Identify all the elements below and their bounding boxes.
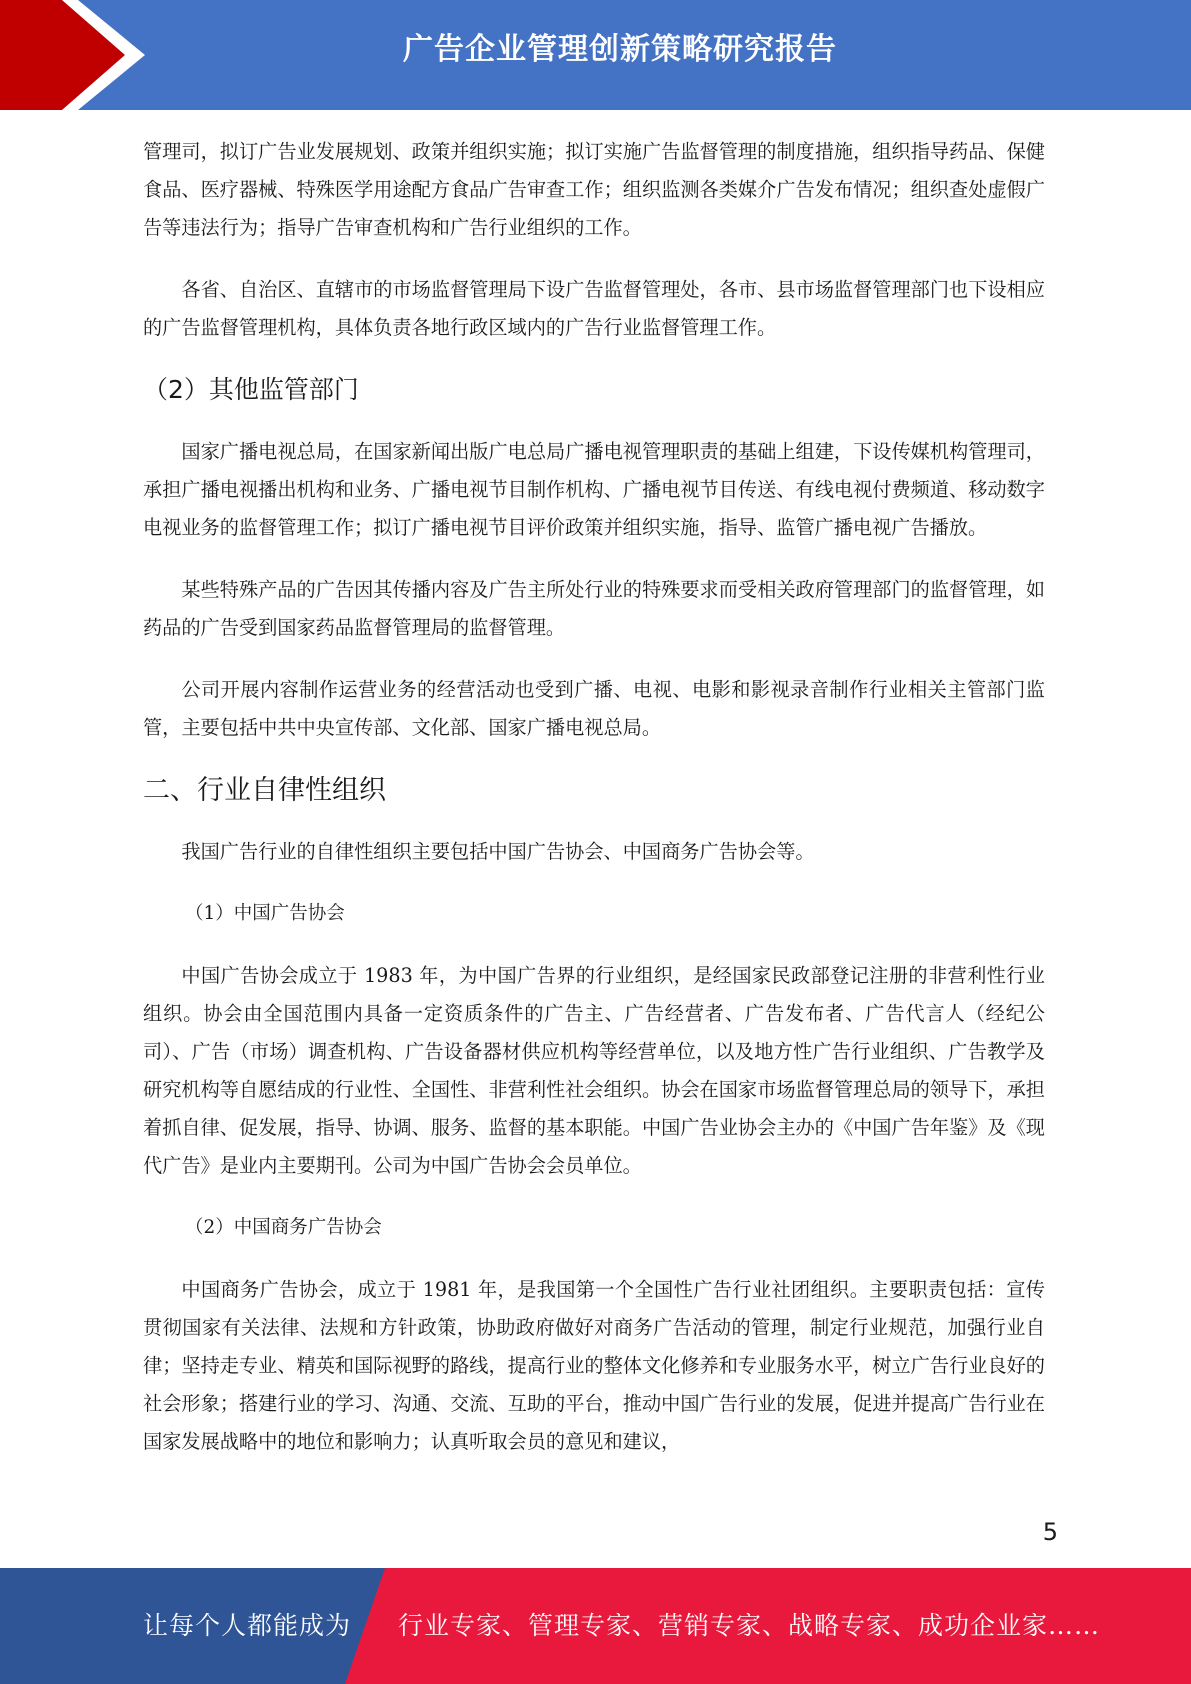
page-content: [143, 133, 1045, 1485]
report-title: 广告企业管理创新策略研究报告: [403, 32, 837, 67]
footer-slogan-right: 行业专家、管理专家、营销专家、战略专家、成功企业家……: [398, 1611, 1101, 1640]
body-paragraph: 管理司，拟订广告业发展规划、政策并组织实施；拟订实施广告监督管理的制度措施，组织指导药品、保健食品、医疗器械、特殊医学用途配方食品广告审查工作；组织监测各类媒介广告发布情况；组织查处虚假广告等违法行为；指导广告审查机构和广告行业组织的工作。: [143, 140, 1045, 239]
body-paragraph: 各省、自治区、直辖市的市场监督管理局下设广告监督管理处，各市、县市场监督管理部门也下设相应的广告监督管理机构，具体负责各地行政区域内的广告行业监督管理工作。: [143, 278, 1045, 339]
section-subheading: （2）其他监管部门: [143, 375, 359, 404]
item-heading: （1）中国广告协会: [185, 903, 345, 924]
page-number: 5: [1042, 1518, 1058, 1546]
body-paragraph: 公司开展内容制作运营业务的经营活动也受到广播、电视、电影和影视录音制作行业相关主管部门监管，主要包括中共中央宣传部、文化部、国家广播电视总局。: [143, 678, 1045, 739]
body-paragraph: 中国广告协会成立于 1983 年，为中国广告界的行业组织，是经国家民政部登记注册的非营利性行业组织。协会由全国范围内具备一定资质条件的广告主、广告经营者、广告发布者、广告代言人（经纪公司）、广告（市场）调查机构、广告设备器材供应机构等经营单位，以及地方性广告行业组织、广告教学及研究机构等自愿结成的行业性、全国性、非营利性社会组织。协会在国家市场监督管理总局的领导下，承担着抓自律、促发展，指导、协调、服务、监督的基本职能。中国广告业协会主办的《中国广告年鉴》及《现代广告》是业内主要期刊。公司为中国广告协会会员单位。: [143, 964, 1045, 1177]
item-heading: （2）中国商务广告协会: [185, 1217, 382, 1238]
body-paragraph: 中国商务广告协会，成立于 1981 年，是我国第一个全国性广告行业社团组织。主要职责包括：宣传贯彻国家有关法律、法规和方针政策，协助政府做好对商务广告活动的管理，制定行业规范，加强行业自律；坚持走专业、精英和国际视野的路线，提高行业的整体文化修养和专业服务水平，树立广告行业良好的社会形象；搭建行业的学习、沟通、交流、互助的平台，推动中国广告行业的发展，促进并提高广告行业在国家发展战略中的地位和影响力；认真听取会员的意见和建议，: [143, 1278, 1045, 1453]
body-paragraph: 国家广播电视总局，在国家新闻出版广电总局广播电视管理职责的基础上组建，下设传媒机构管理司，承担广播电视播出机构和业务、广播电视节目制作机构、广播电视节目传送、有线电视付费频道、移动数字电视业务的监督管理工作；拟订广播电视节目评价政策并组织实施，指导、监管广播电视广告播放。: [143, 440, 1045, 539]
header-banner: [0, 0, 1191, 110]
section-heading: 二、行业自律性组织: [143, 775, 386, 806]
footer-banner: [0, 1568, 1191, 1684]
body-paragraph: 我国广告行业的自律性组织主要包括中国广告协会、中国商务广告协会等。: [181, 840, 815, 863]
footer-slogan-left: 让每个人都能成为: [143, 1611, 352, 1640]
body-paragraph: 某些特殊产品的广告因其传播内容及广告主所处行业的特殊要求而受相关政府管理部门的监督管理，如药品的广告受到国家药品监督管理局的监督管理。: [143, 578, 1045, 639]
header-chevron-decoration: [0, 0, 160, 110]
